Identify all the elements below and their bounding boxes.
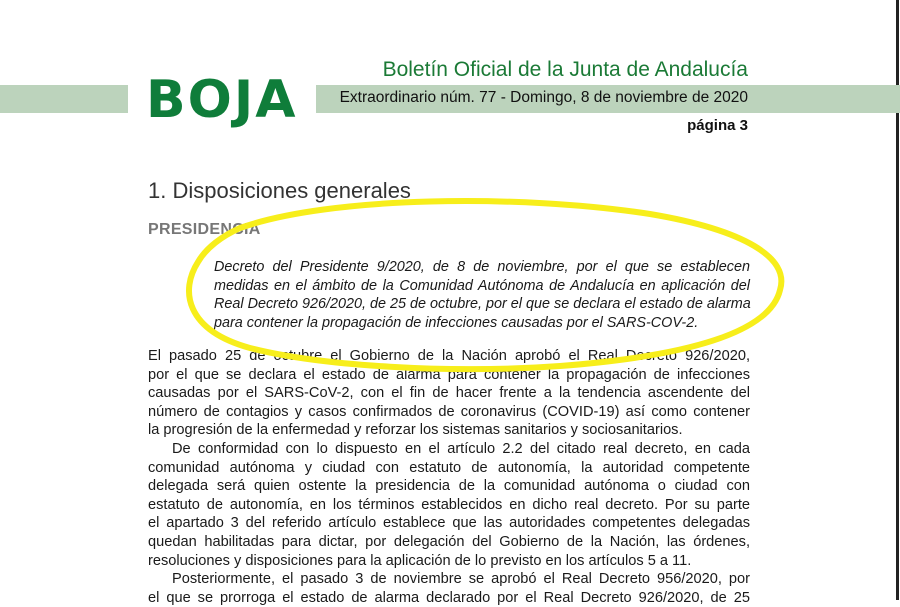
body-line: El pasado 25 de octubre el Gobierno de la Nación aprobó el Real Decreto 926/2020, [148, 348, 750, 364]
body-line: el que se prorroga el estado de alarma declarado por el Real Decreto 926/2020, de 25 [148, 589, 750, 606]
body-line: Posteriormente, el pasado 3 de noviembre se aprobó el Real Decreto 956/2020, por [172, 571, 750, 588]
decree-title [214, 258, 750, 332]
decree-line: medidas en el ámbito de la Comunidad Autónoma de Andalucía en aplicación del [214, 277, 750, 294]
header-band-left [0, 85, 128, 113]
body-line: la progresión de la enfermedad y reforzar los sistemas sanitarios y sociosanitarios. [148, 422, 683, 439]
issue-info: Extraordinario núm. 77 - Domingo, 8 de noviembre de 2020 [339, 89, 748, 106]
body-line: quedan habilitadas para dictar, por delegación del Gobierno de la Nación, las órdenes, [148, 533, 750, 550]
decree-line: Real Decreto 926/2020, de 25 de octubre, por el que se declara el estado de alarma [214, 296, 751, 312]
body-text [148, 347, 750, 607]
body-line: resoluciones y disposiciones para la aplicación de lo previsto en los artículos 5 a 11. [148, 552, 692, 569]
body-line: número de contagios y casos confirmados de coronavirus (COVID-19) así como contener [148, 403, 750, 420]
body-line: De conformidad con lo dispuesto en el artículo 2.2 del citado real decreto, en cada [172, 440, 750, 457]
page-number: página 3 [687, 117, 748, 134]
boja-logo: BOJA [146, 70, 298, 130]
body-line: estatuto de autonomía, en los términos establecidos en dicho real decreto. Por su parte [148, 496, 750, 513]
section-title: 1. Disposiciones generales [148, 178, 411, 203]
organization-heading: PRESIDENCIA [148, 221, 261, 238]
decree-line: para contener la propagación de infecciones causadas por el SARS-COV-2. [214, 314, 699, 331]
bulletin-title: Boletín Oficial de la Junta de Andalucía [382, 58, 748, 81]
body-line: causadas por el SARS-CoV-2, con el fin de hacer frente a la tendencia ascendente del [148, 385, 750, 402]
body-line: por el que se declara el estado de alarma para contener la propagación de infecciones [148, 366, 750, 383]
body-line: el apartado 3 del referido artículo establece que las autoridades competentes delegadas [148, 515, 750, 532]
body-line: comunidad autónoma y ciudad con estatuto de autonomía, la autoridad competente [148, 459, 750, 476]
decree-line: Decreto del Presidente 9/2020, de 8 de noviembre, por el que se establecen [214, 259, 750, 275]
body-line: delegada será quien ostente la presidencia de la comunidad autónoma o ciudad con [148, 478, 750, 495]
